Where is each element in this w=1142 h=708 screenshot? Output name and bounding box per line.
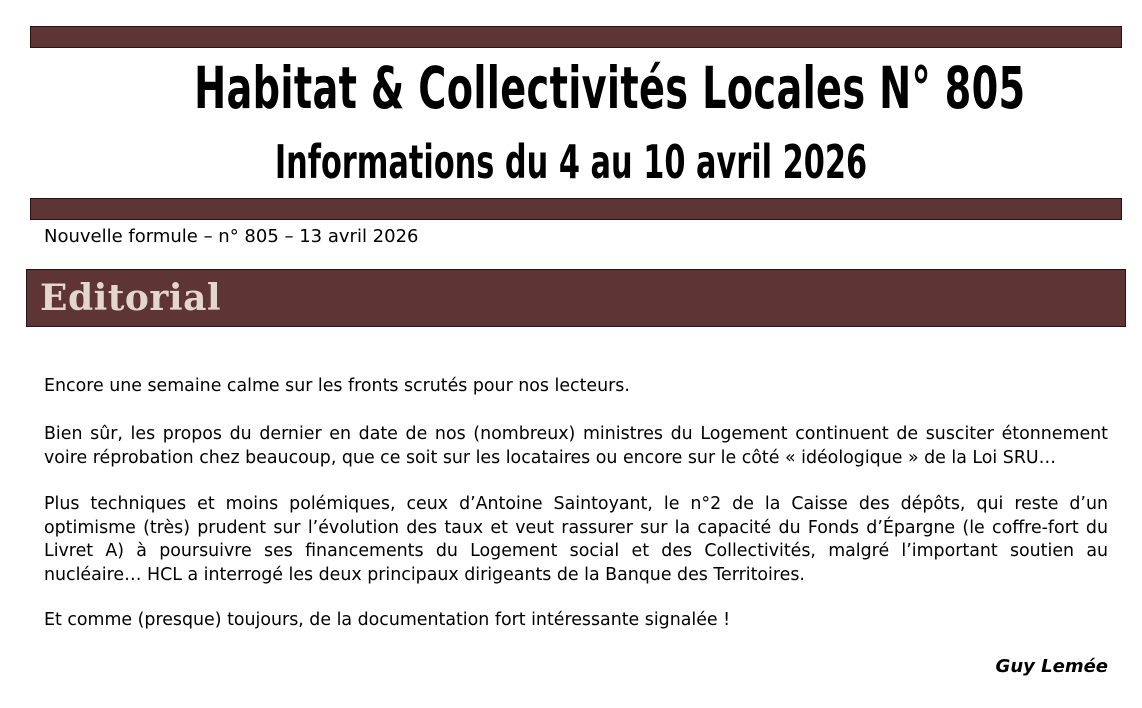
section-title: Editorial [40, 277, 222, 319]
section-banner [26, 269, 1126, 327]
editorial-paragraph: Plus techniques et moins polémiques, ceux d’Antoine Saintoyant, le n°2 de la Caisse des dépôts, qui reste d’un optimisme (très) prudent sur l’évolution des taux et veut rassurer sur la capacité du Fonds d’Épargne (le coffre-fort du Livret A) à poursuivre ses financements du Logement social et des Collectivités, malgré l’important soutien au nucléaire… HCL a interrogé les deux principaux dirigeants de la Banque des Territoires. [44, 494, 1108, 585]
editorial-paragraph: Encore une semaine calme sur les fronts scrutés pour nos lecteurs. [44, 376, 630, 396]
header-bottom-bar [30, 198, 1122, 220]
header-top-bar [30, 26, 1122, 48]
editorial-paragraph: Et comme (presque) toujours, de la documentation fort intéressante signalée ! [44, 610, 731, 630]
editorial-paragraph: Bien sûr, les propos du dernier en date de nos (nombreux) ministres du Logement continuent de susciter étonnement voire réprobation chez beaucoup, que ce soit sur les locataires ou encore sur le côté « idéologique » de la Loi SRU… [44, 424, 1108, 468]
author-signature: Guy Lemée [995, 656, 1108, 677]
newsletter-subtitle: Informations du 4 au 10 avril 2026 [274, 135, 868, 189]
edition-line: Nouvelle formule – n° 805 – 13 avril 2026 [44, 226, 419, 247]
newsletter-title: Habitat & Collectivités Locales N° 805 [194, 54, 1026, 122]
